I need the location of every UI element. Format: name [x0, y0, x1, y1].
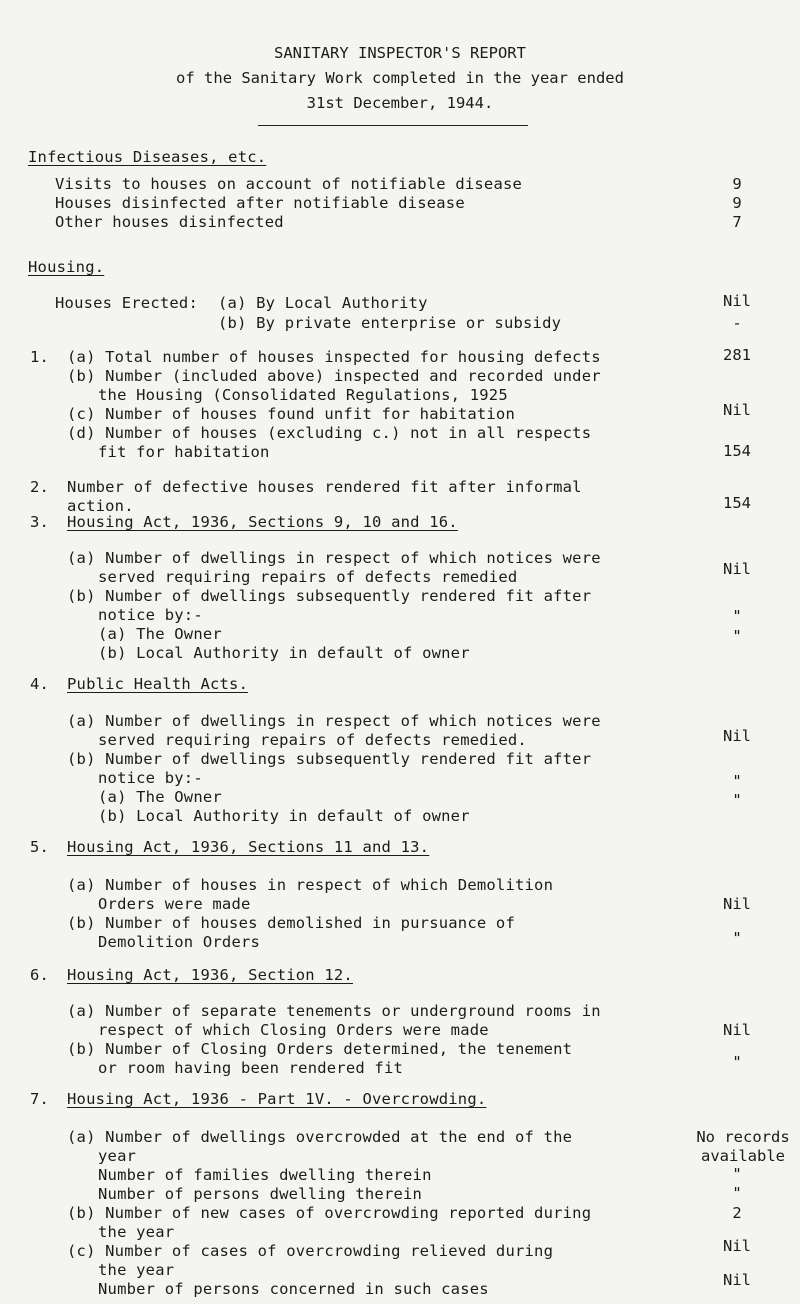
s4-a-value: Nil	[723, 727, 751, 745]
s5-a-label: (a) Number of houses in respect of which Demolition	[67, 876, 554, 894]
infectious-row-label: Other houses disinfected	[55, 213, 284, 231]
s5-b-label-cont: Demolition Orders	[98, 933, 261, 951]
s7-persons-value: "	[732, 1184, 742, 1202]
s4-a-label: (a) Number of dwellings in respect of which notices were	[67, 712, 601, 730]
houses-erected-a: (a) By Local Authority	[218, 294, 428, 312]
s7-concerned-value: Nil	[723, 1271, 751, 1289]
s5-a-label-cont: Orders were made	[98, 895, 251, 913]
houses-erected-label: Houses Erected:	[55, 294, 198, 312]
infectious-row-value: 7	[732, 213, 742, 231]
section-4-heading: Public Health Acts.	[67, 675, 249, 693]
s2-label: Number of defective houses rendered fit after informal	[67, 478, 582, 496]
report-date: 31st December, 1944.	[306, 94, 494, 112]
s6-a-label: (a) Number of separate tenements or underground rooms in	[67, 1002, 601, 1020]
s7-families-label: Number of families dwelling therein	[98, 1166, 432, 1184]
s3-a-label: (a) Number of dwellings in respect of which notices were	[67, 549, 601, 567]
section-2-number: 2.	[30, 478, 50, 496]
s1-b-label-cont: the Housing (Consolidated Regulations, 1925	[98, 386, 508, 404]
s7-c-label-cont: the year	[98, 1261, 175, 1279]
s1-a-value: 281	[723, 346, 751, 364]
s5-b-label: (b) Number of houses demolished in pursuance of	[67, 914, 515, 932]
s3-a-value: Nil	[723, 560, 751, 578]
s7-c-label: (c) Number of cases of overcrowding relieved during	[67, 1242, 554, 1260]
houses-erected-a-value: Nil	[723, 292, 751, 310]
s3-b-authority-value: "	[732, 627, 742, 645]
s7-a-value: No records	[696, 1128, 790, 1146]
s7-b-label: (b) Number of new cases of overcrowding reported during	[67, 1204, 592, 1222]
s4-a-label-cont: served requiring repairs of defects remedied.	[98, 731, 527, 749]
report-subtitle: of the Sanitary Work completed in the year ended	[176, 69, 624, 87]
section-5-number: 5.	[30, 838, 50, 856]
housing-heading: Housing.	[28, 258, 105, 276]
s7-c-value: Nil	[723, 1237, 751, 1255]
s6-b-label: (b) Number of Closing Orders determined, the tenement	[67, 1040, 573, 1058]
s1-b-label: (b) Number (included above) inspected and recorded under	[67, 367, 601, 385]
infectious-row-label: Houses disinfected after notifiable disease	[55, 194, 465, 212]
s2-label-cont: action.	[67, 497, 134, 515]
s3-b-label: (b) Number of dwellings subsequently rendered fit after	[67, 587, 592, 605]
s4-b-authority-value: "	[732, 791, 742, 809]
s1-d-label: (d) Number of houses (excluding c.) not in all respects	[67, 424, 592, 442]
s7-persons-label: Number of persons dwelling therein	[98, 1185, 423, 1203]
s3-b-owner-value: "	[732, 607, 742, 625]
s7-a-label: (a) Number of dwellings overcrowded at the end of the	[67, 1128, 573, 1146]
section-5-heading: Housing Act, 1936, Sections 11 and 13.	[67, 838, 430, 856]
s4-b-label: (b) Number of dwellings subsequently rendered fit after	[67, 750, 592, 768]
s6-b-label-cont: or room having been rendered fit	[98, 1059, 404, 1077]
section-6-number: 6.	[30, 966, 50, 984]
report-title: SANITARY INSPECTOR'S REPORT	[274, 44, 526, 62]
section-6-heading: Housing Act, 1936, Section 12.	[67, 966, 353, 984]
s7-b-value: 2	[732, 1204, 742, 1222]
s1-c-label: (c) Number of houses found unfit for habitation	[67, 405, 515, 423]
s7-concerned-label: Number of persons concerned in such cases	[98, 1280, 489, 1298]
s3-b-label-cont: notice by:-	[98, 606, 203, 624]
section-7-number: 7.	[30, 1090, 50, 1108]
s3-b-authority: (b) Local Authority in default of owner	[98, 644, 470, 662]
s7-a-value-cont: available	[701, 1147, 785, 1165]
s2-value: 154	[723, 494, 751, 512]
header-rule	[258, 125, 528, 126]
s3-b-owner: (a) The Owner	[98, 625, 222, 643]
infectious-row-label: Visits to houses on account of notifiable disease	[55, 175, 523, 193]
infectious-heading: Infectious Diseases, etc.	[28, 148, 267, 166]
s6-a-value: Nil	[723, 1021, 751, 1039]
s5-a-value: Nil	[723, 895, 751, 913]
houses-erected-b: (b) By private enterprise or subsidy	[218, 314, 562, 332]
s1-d-label-cont: fit for habitation	[98, 443, 270, 461]
s6-b-value: "	[732, 1053, 742, 1071]
infectious-row-value: 9	[732, 175, 742, 193]
s3-a-label-cont: served requiring repairs of defects remedied	[98, 568, 518, 586]
s6-a-label-cont: respect of which Closing Orders were made	[98, 1021, 489, 1039]
s4-b-owner: (a) The Owner	[98, 788, 222, 806]
s1-a-label: (a) Total number of houses inspected for housing defects	[67, 348, 601, 366]
section-1-number: 1.	[30, 348, 50, 366]
s4-b-label-cont: notice by:-	[98, 769, 203, 787]
s7-b-label-cont: the year	[98, 1223, 175, 1241]
s1-d-value: 154	[723, 442, 751, 460]
section-3-number: 3.	[30, 513, 50, 531]
section-3-heading: Housing Act, 1936, Sections 9, 10 and 16.	[67, 513, 458, 531]
s4-b-authority: (b) Local Authority in default of owner	[98, 807, 470, 825]
s1-c-value: Nil	[723, 401, 751, 419]
houses-erected-b-value: -	[732, 314, 742, 332]
s5-b-value: "	[732, 929, 742, 947]
section-7-heading: Housing Act, 1936 - Part 1V. - Overcrowding.	[67, 1090, 487, 1108]
s7-families-value: "	[732, 1165, 742, 1183]
section-4-number: 4.	[30, 675, 50, 693]
s4-b-owner-value: "	[732, 772, 742, 790]
s7-a-label-cont: year	[98, 1147, 137, 1165]
infectious-row-value: 9	[732, 194, 742, 212]
